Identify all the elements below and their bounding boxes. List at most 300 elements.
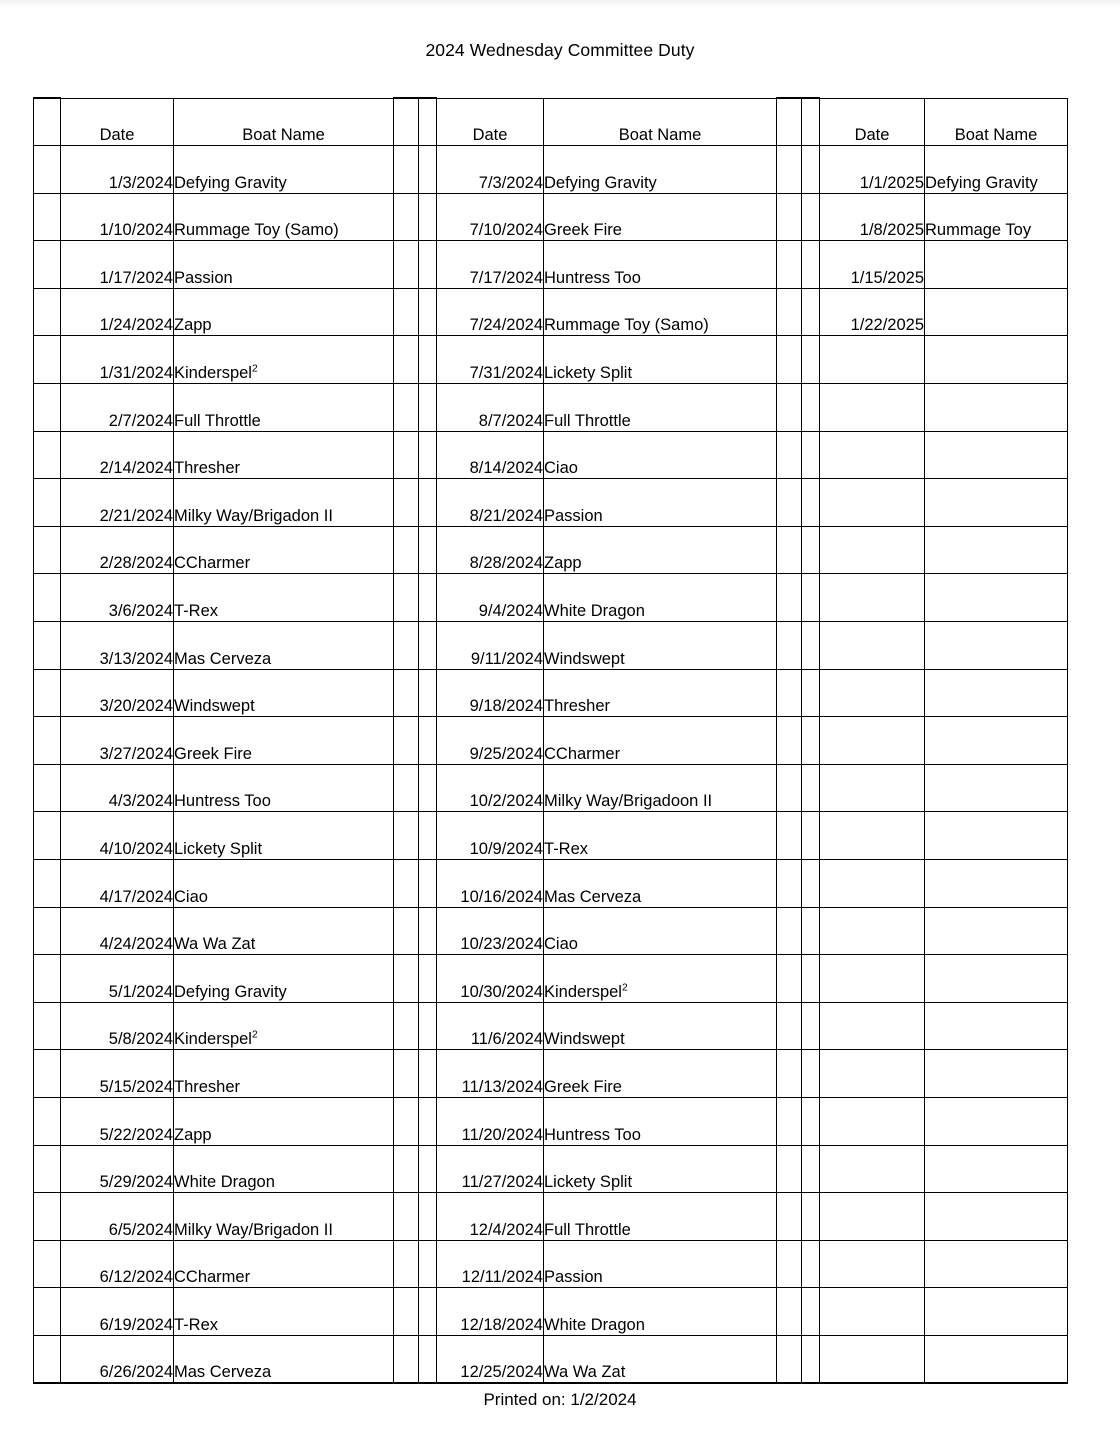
cell-boat-name: [925, 1240, 1068, 1288]
table-row: [34, 336, 1068, 384]
cell-date: 8/14/2024: [437, 431, 544, 479]
cell-date: [820, 526, 925, 574]
table-row: [34, 1002, 1068, 1050]
spacer-cell-b2: [802, 1335, 820, 1383]
cell-date: 1/17/2024: [61, 241, 174, 289]
cell-date: 11/6/2024: [437, 1002, 544, 1050]
spacer-cell-b2: [802, 1050, 820, 1098]
cell-boat-name: [925, 955, 1068, 1003]
spacer-cell-b1: [419, 1335, 437, 1383]
cell-date: 3/27/2024: [61, 717, 174, 765]
table-row: [34, 622, 1068, 670]
cell-boat-name: Thresher: [174, 431, 394, 479]
spacer-cell-b2: [802, 1193, 820, 1241]
cell-date: [820, 1097, 925, 1145]
cell-date: [820, 574, 925, 622]
spacer-cell-b1: [419, 98, 437, 146]
cell-date: [820, 622, 925, 670]
cell-date: [820, 431, 925, 479]
spacer-cell-b2: [802, 860, 820, 908]
cell-boat-name: Kinderspel$^2$: [174, 336, 394, 384]
spacer-cell-a1: [394, 1050, 419, 1098]
cell-boat-name: Defying Gravity: [174, 146, 394, 194]
cell-date: 3/13/2024: [61, 622, 174, 670]
table-row: [34, 384, 1068, 432]
table-row: [34, 1050, 1068, 1098]
cell-boat-name: Zapp: [174, 288, 394, 336]
spacer-cell-a1: [394, 241, 419, 289]
spacer-cell-a1: [394, 669, 419, 717]
cell-date: [820, 384, 925, 432]
cell-boat-name: [925, 336, 1068, 384]
spacer-cell-left: [34, 764, 61, 812]
table-row: [34, 812, 1068, 860]
spacer-cell-b1: [419, 193, 437, 241]
cell-date: 12/25/2024: [437, 1335, 544, 1383]
cell-date: 7/3/2024: [437, 146, 544, 194]
cell-boat-name: Milky Way/Brigadon II: [174, 479, 394, 527]
spacer-cell-left: [34, 1335, 61, 1383]
spacer-cell-a1: [394, 384, 419, 432]
cell-boat-name: Windswept: [174, 669, 394, 717]
cell-boat-name: [925, 241, 1068, 289]
cell-boat-name: Huntress Too: [544, 1097, 777, 1145]
spacer-cell-b2: [802, 241, 820, 289]
spacer-cell-a2: [777, 146, 802, 194]
cell-boat-name: [925, 1145, 1068, 1193]
spacer-cell-b2: [802, 146, 820, 194]
spacer-cell-a1: [394, 1288, 419, 1336]
table-row: [34, 1288, 1068, 1336]
cell-date: 11/20/2024: [437, 1097, 544, 1145]
spacer-cell-b1: [419, 1288, 437, 1336]
spacer-cell-a2: [777, 1002, 802, 1050]
table-row: [34, 907, 1068, 955]
cell-date: [820, 336, 925, 384]
cell-boat-name: T-Rex: [544, 812, 777, 860]
spacer-cell-left: [34, 241, 61, 289]
table-row: [34, 1145, 1068, 1193]
cell-boat-name: [925, 526, 1068, 574]
committee-duty-table: [33, 97, 1068, 1384]
cell-boat-name: [925, 764, 1068, 812]
spacer-cell-a1: [394, 336, 419, 384]
cell-boat-name: White Dragon: [544, 1288, 777, 1336]
spacer-cell-a2: [777, 955, 802, 1003]
cell-boat-name: Mas Cerveza: [174, 1335, 394, 1383]
spacer-cell-a2: [777, 1193, 802, 1241]
cell-date: 8/28/2024: [437, 526, 544, 574]
cell-date: 8/7/2024: [437, 384, 544, 432]
spacer-cell-a2: [777, 860, 802, 908]
cell-boat-name: Passion: [544, 479, 777, 527]
cell-boat-name: Full Throttle: [174, 384, 394, 432]
spacer-cell-a2: [777, 193, 802, 241]
cell-boat-name: T-Rex: [174, 574, 394, 622]
spacer-cell-left: [34, 146, 61, 194]
spacer-cell-a2: [777, 574, 802, 622]
footnote-marker: 2: [251, 1029, 258, 1041]
cell-date: 3/6/2024: [61, 574, 174, 622]
spacer-cell-a2: [777, 717, 802, 765]
cell-boat-name: Defying Gravity: [174, 955, 394, 1003]
cell-boat-name: Passion: [174, 241, 394, 289]
spacer-cell-a2: [777, 1145, 802, 1193]
cell-boat-name: Rummage Toy: [925, 193, 1068, 241]
spacer-cell-b1: [419, 622, 437, 670]
cell-boat-name: Zapp: [174, 1097, 394, 1145]
table-row: [34, 193, 1068, 241]
cell-boat-name: [925, 1097, 1068, 1145]
cell-boat-name: [925, 1288, 1068, 1336]
cell-boat-name: Mas Cerveza: [174, 622, 394, 670]
cell-date: 12/4/2024: [437, 1193, 544, 1241]
table-row: [34, 764, 1068, 812]
cell-date: [820, 860, 925, 908]
spacer-cell-left: [34, 431, 61, 479]
spacer-cell-a1: [394, 764, 419, 812]
cell-boat-name: [925, 669, 1068, 717]
cell-boat-name: CCharmer: [174, 1240, 394, 1288]
cell-boat-name: Windswept: [544, 622, 777, 670]
spacer-cell-b1: [419, 812, 437, 860]
header-boat-name-2: Boat Name: [544, 98, 777, 146]
spacer-cell-a2: [777, 336, 802, 384]
cell-date: [820, 1240, 925, 1288]
spacer-cell-left: [34, 384, 61, 432]
cell-date: [820, 1288, 925, 1336]
cell-boat-name: Greek Fire: [544, 193, 777, 241]
cell-date: [820, 764, 925, 812]
spacer-cell-b1: [419, 1193, 437, 1241]
spacer-cell-a1: [394, 717, 419, 765]
cell-boat-name: [925, 288, 1068, 336]
spacer-cell-a2: [777, 1050, 802, 1098]
cell-date: 5/29/2024: [61, 1145, 174, 1193]
spacer-cell-b1: [419, 574, 437, 622]
cell-date: 7/31/2024: [437, 336, 544, 384]
table-body: [34, 146, 1068, 1383]
spacer-cell-b1: [419, 479, 437, 527]
cell-date: 5/15/2024: [61, 1050, 174, 1098]
spacer-cell-b1: [419, 717, 437, 765]
spacer-cell-a2: [777, 479, 802, 527]
spacer-cell-left: [34, 1145, 61, 1193]
spacer-cell-a1: [394, 1002, 419, 1050]
spacer-cell-b1: [419, 384, 437, 432]
cell-boat-name: Wa Wa Zat: [544, 1335, 777, 1383]
cell-boat-name: Ciao: [174, 860, 394, 908]
cell-date: [820, 1050, 925, 1098]
spacer-cell-left: [34, 717, 61, 765]
cell-boat-name: Full Throttle: [544, 1193, 777, 1241]
spacer-cell-a2: [777, 907, 802, 955]
spacer-cell-b1: [419, 1145, 437, 1193]
table-row: [34, 479, 1068, 527]
spacer-cell-a2: [777, 288, 802, 336]
cell-date: 4/24/2024: [61, 907, 174, 955]
cell-date: 9/4/2024: [437, 574, 544, 622]
cell-boat-name: Defying Gravity: [544, 146, 777, 194]
cell-boat-name: [925, 907, 1068, 955]
cell-boat-name: [925, 717, 1068, 765]
cell-boat-name: Huntress Too: [544, 241, 777, 289]
cell-boat-name: Milky Way/Brigadon II: [174, 1193, 394, 1241]
spacer-cell-b2: [802, 717, 820, 765]
cell-boat-name: [925, 431, 1068, 479]
spacer-cell-a1: [394, 574, 419, 622]
spacer-cell-a2: [777, 669, 802, 717]
spacer-cell-a2: [777, 98, 802, 146]
cell-date: [820, 1002, 925, 1050]
cell-date: 6/12/2024: [61, 1240, 174, 1288]
spacer-cell-left: [34, 98, 61, 146]
table-row: [34, 146, 1068, 194]
spacer-cell-b1: [419, 1002, 437, 1050]
cell-date: 3/20/2024: [61, 669, 174, 717]
spacer-cell-a1: [394, 479, 419, 527]
spacer-cell-b2: [802, 955, 820, 1003]
cell-date: 12/11/2024: [437, 1240, 544, 1288]
cell-date: 7/24/2024: [437, 288, 544, 336]
cell-boat-name: Defying Gravity: [925, 146, 1068, 194]
table-row: [34, 431, 1068, 479]
spacer-cell-a1: [394, 622, 419, 670]
spacer-cell-a1: [394, 146, 419, 194]
spacer-cell-b2: [802, 1097, 820, 1145]
header-boat-name-1: Boat Name: [174, 98, 394, 146]
spacer-cell-left: [34, 1193, 61, 1241]
spacer-cell-b1: [419, 241, 437, 289]
spacer-cell-b1: [419, 1050, 437, 1098]
table-row: [34, 1335, 1068, 1383]
spacer-cell-left: [34, 1240, 61, 1288]
header-date-3: Date: [820, 98, 925, 146]
spacer-cell-left: [34, 812, 61, 860]
cell-boat-name: Passion: [544, 1240, 777, 1288]
cell-date: 2/7/2024: [61, 384, 174, 432]
spacer-cell-left: [34, 955, 61, 1003]
cell-boat-name: CCharmer: [174, 526, 394, 574]
spacer-cell-left: [34, 907, 61, 955]
cell-date: 10/16/2024: [437, 860, 544, 908]
cell-date: 1/15/2025: [820, 241, 925, 289]
spacer-cell-left: [34, 860, 61, 908]
spacer-cell-a1: [394, 1097, 419, 1145]
cell-boat-name: Ciao: [544, 907, 777, 955]
spacer-cell-left: [34, 1002, 61, 1050]
table-row: [34, 860, 1068, 908]
table-row: [34, 1193, 1068, 1241]
table-row: [34, 955, 1068, 1003]
printed-on-footer: Printed on: 1/2/2024: [483, 1390, 637, 1409]
cell-boat-name: CCharmer: [544, 717, 777, 765]
cell-date: [820, 479, 925, 527]
cell-date: 9/18/2024: [437, 669, 544, 717]
cell-boat-name: Thresher: [174, 1050, 394, 1098]
spacer-cell-b2: [802, 669, 820, 717]
spacer-cell-left: [34, 193, 61, 241]
spacer-cell-b2: [802, 1002, 820, 1050]
spacer-cell-a1: [394, 955, 419, 1003]
spacer-cell-left: [34, 574, 61, 622]
cell-boat-name: [925, 574, 1068, 622]
spacer-cell-a2: [777, 526, 802, 574]
spacer-cell-b1: [419, 526, 437, 574]
cell-boat-name: Kinderspel$^2$: [544, 955, 777, 1003]
cell-date: 2/28/2024: [61, 526, 174, 574]
cell-boat-name: Huntress Too: [174, 764, 394, 812]
header-boat-name-3: Boat Name: [925, 98, 1068, 146]
spacer-cell-b1: [419, 1240, 437, 1288]
spacer-cell-b2: [802, 526, 820, 574]
spacer-cell-left: [34, 526, 61, 574]
spacer-cell-b1: [419, 669, 437, 717]
cell-date: [820, 1145, 925, 1193]
table-row: [34, 288, 1068, 336]
spacer-cell-a2: [777, 1097, 802, 1145]
spacer-cell-a2: [777, 1288, 802, 1336]
cell-date: 5/8/2024: [61, 1002, 174, 1050]
spacer-cell-a2: [777, 622, 802, 670]
spacer-cell-b2: [802, 288, 820, 336]
header-row: [34, 98, 1068, 146]
spacer-cell-a1: [394, 98, 419, 146]
cell-date: 6/5/2024: [61, 1193, 174, 1241]
cell-date: [820, 907, 925, 955]
spacer-cell-a1: [394, 1145, 419, 1193]
cell-boat-name: [925, 812, 1068, 860]
cell-boat-name: Lickety Split: [544, 1145, 777, 1193]
spacer-cell-a1: [394, 860, 419, 908]
cell-boat-name: Rummage Toy (Samo): [544, 288, 777, 336]
cell-date: 6/26/2024: [61, 1335, 174, 1383]
cell-boat-name: Wa Wa Zat: [174, 907, 394, 955]
cell-date: 10/23/2024: [437, 907, 544, 955]
cell-date: 1/31/2024: [61, 336, 174, 384]
cell-boat-name: White Dragon: [174, 1145, 394, 1193]
spacer-cell-b1: [419, 336, 437, 384]
cell-date: 11/27/2024: [437, 1145, 544, 1193]
cell-date: 8/21/2024: [437, 479, 544, 527]
spacer-cell-a1: [394, 193, 419, 241]
spacer-cell-left: [34, 622, 61, 670]
cell-date: 7/17/2024: [437, 241, 544, 289]
spacer-cell-b2: [802, 907, 820, 955]
spacer-cell-a2: [777, 241, 802, 289]
cell-boat-name: [925, 479, 1068, 527]
cell-date: 2/14/2024: [61, 431, 174, 479]
cell-date: 11/13/2024: [437, 1050, 544, 1098]
spacer-cell-b2: [802, 812, 820, 860]
cell-date: 1/1/2025: [820, 146, 925, 194]
cell-date: [820, 717, 925, 765]
spacer-cell-a1: [394, 1193, 419, 1241]
cell-boat-name: Milky Way/Brigadoon II: [544, 764, 777, 812]
spacer-cell-b2: [802, 193, 820, 241]
spacer-cell-a1: [394, 288, 419, 336]
spacer-cell-left: [34, 669, 61, 717]
cell-boat-name: Lickety Split: [544, 336, 777, 384]
table-row: [34, 1097, 1068, 1145]
spacer-cell-b2: [802, 1240, 820, 1288]
cell-date: 7/10/2024: [437, 193, 544, 241]
spacer-cell-left: [34, 336, 61, 384]
table-row: [34, 241, 1068, 289]
spacer-cell-b1: [419, 1097, 437, 1145]
spacer-cell-b1: [419, 955, 437, 1003]
spacer-cell-a2: [777, 1335, 802, 1383]
cell-date: 4/17/2024: [61, 860, 174, 908]
table-row: [34, 669, 1068, 717]
cell-boat-name: [925, 860, 1068, 908]
spacer-cell-b2: [802, 384, 820, 432]
spacer-cell-b2: [802, 764, 820, 812]
spacer-cell-left: [34, 288, 61, 336]
spacer-cell-b2: [802, 336, 820, 384]
cell-date: 4/10/2024: [61, 812, 174, 860]
cell-boat-name: Greek Fire: [544, 1050, 777, 1098]
spacer-cell-left: [34, 1097, 61, 1145]
spacer-cell-a2: [777, 764, 802, 812]
cell-date: 9/11/2024: [437, 622, 544, 670]
table-header: [34, 98, 1068, 146]
cell-date: 1/24/2024: [61, 288, 174, 336]
spacer-cell-b2: [802, 1288, 820, 1336]
spacer-cell-a2: [777, 812, 802, 860]
cell-date: [820, 812, 925, 860]
cell-boat-name: [925, 1335, 1068, 1383]
spacer-cell-b1: [419, 431, 437, 479]
cell-date: [820, 955, 925, 1003]
cell-date: 4/3/2024: [61, 764, 174, 812]
spacer-cell-b2: [802, 574, 820, 622]
spacer-cell-a1: [394, 812, 419, 860]
cell-boat-name: [925, 622, 1068, 670]
spacer-cell-left: [34, 1050, 61, 1098]
duty-schedule-sheet: [33, 97, 1060, 1384]
spacer-cell-b1: [419, 860, 437, 908]
cell-date: 1/8/2025: [820, 193, 925, 241]
cell-boat-name: Ciao: [544, 431, 777, 479]
spacer-cell-b2: [802, 431, 820, 479]
cell-date: 1/10/2024: [61, 193, 174, 241]
spacer-cell-left: [34, 1288, 61, 1336]
spacer-cell-a1: [394, 1335, 419, 1383]
header-date-1: Date: [61, 98, 174, 146]
table-row: [34, 574, 1068, 622]
cell-boat-name: Mas Cerveza: [544, 860, 777, 908]
cell-date: [820, 1335, 925, 1383]
page-top-edge: [0, 0, 1120, 7]
cell-boat-name: White Dragon: [544, 574, 777, 622]
spacer-cell-b2: [802, 98, 820, 146]
cell-date: 5/22/2024: [61, 1097, 174, 1145]
spacer-cell-b1: [419, 288, 437, 336]
cell-date: 2/21/2024: [61, 479, 174, 527]
spacer-cell-b1: [419, 764, 437, 812]
cell-date: 12/18/2024: [437, 1288, 544, 1336]
spacer-cell-b1: [419, 146, 437, 194]
cell-date: [820, 669, 925, 717]
cell-boat-name: Lickety Split: [174, 812, 394, 860]
spacer-cell-b1: [419, 907, 437, 955]
cell-date: 10/2/2024: [437, 764, 544, 812]
spacer-cell-left: [34, 479, 61, 527]
table-row: [34, 526, 1068, 574]
cell-boat-name: [925, 1193, 1068, 1241]
cell-boat-name: [925, 1050, 1068, 1098]
